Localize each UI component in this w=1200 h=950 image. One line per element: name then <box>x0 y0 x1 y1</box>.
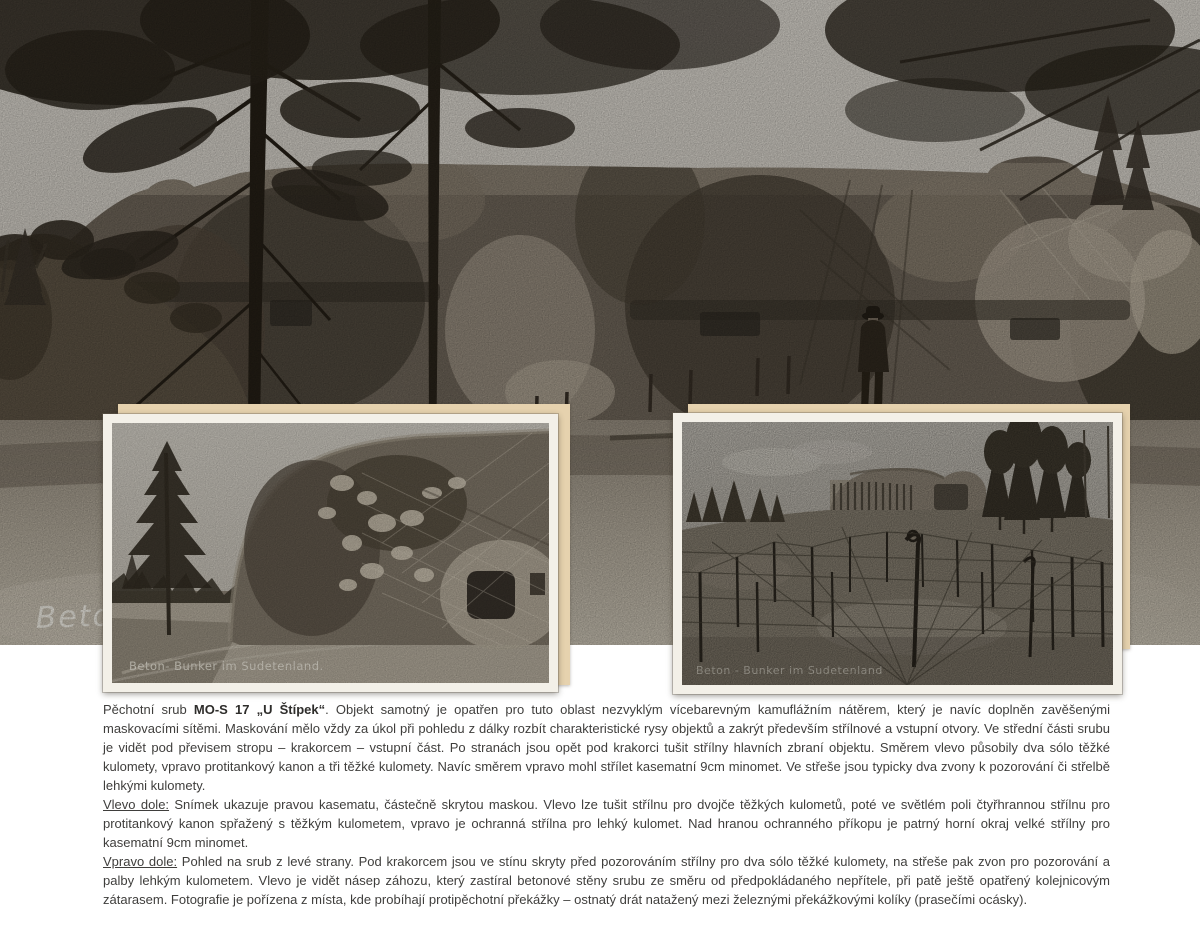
label-bottom-right: Vpravo dole: <box>103 854 178 869</box>
right-postcard <box>673 413 1122 694</box>
paragraph-main <box>103 700 1110 795</box>
object-designation: MO-S 17 „U Štípek“ <box>193 702 326 717</box>
caption-text-block <box>103 700 1110 909</box>
paragraph-bottom-right <box>103 852 1110 909</box>
label-bottom-left: Vlevo dole: <box>103 797 170 812</box>
para1-lead: Pěchotní srub <box>103 702 194 717</box>
paragraph-bottom-left <box>103 795 1110 852</box>
para2-text: Snímek ukazuje pravou kasematu, částečně skrytou maskou. Vlevo lze tušit střílnu pro dvojče těžkých kulometů, poté ve světlém poli čtyřhrannou střílnu pro protitankový kanon spřažený s těžkým kulometem, vpravo je ochranná střílna pro lehký kulomet. Nad hranou ochranného příkopu je patrný horní okraj velké střílny pro kasematní 9cm minomet. <box>103 797 1111 850</box>
left-postcard <box>103 414 558 692</box>
para1-rest: . Objekt samotný je opatřen pro tuto oblast nezvyklým vícebarevným kamuflážním nátěrem, který je navíc doplněn zavěšenými maskovacími sítěmi. Maskování mělo vždy za úkol při pohledu z dálky rozbít charakteristické rysy objektů a zakrýt především střílnové a vstupní otvory. Ve střední části srubu je vidět pod převisem stropu – krakorcem – vstupní část. Po stranách jsou opět pod krakorci tušit střílny hlavních zbraní objektu. Směrem vlevo působily dva sólo těžké kulomety, vpravo protitankový kanon a tři těžké kulomety. Navíc směrem vpravo mohl střílet kasematní 9cm minomet. Ve střeše jsou typicky dva zvony k pozorování či střelbě lehkými kulomety. <box>103 702 1111 793</box>
para3-text: Pohled na srub z levé strany. Pod krakorcem jsou ve stínu skryty před pozorováním střílny pro dva sólo těžké kulomety, na střeše pak zvon pro pozorování a palby lehkým kulometem. Vlevo je vidět násep záhozu, který zastíral betonové stěny srubu ze směru od předpokládaného nepřítele, při patě ještě opatřený kolejnicovým zátarasem. Fotografie je pořízena z místa, kde probíhají protipěchotní překážky – ostnatý drát natažený mezi železnými překážkovými kolíky (prasečími ocásky). <box>103 854 1110 907</box>
